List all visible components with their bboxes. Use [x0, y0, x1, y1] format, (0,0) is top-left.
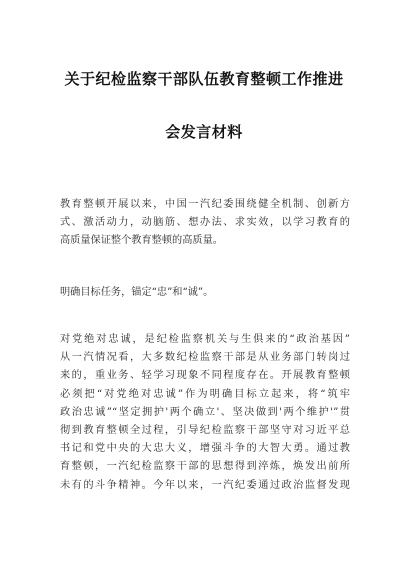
document-title-line-1: 关于纪检监察干部队伍教育整顿工作推进 — [64, 70, 344, 88]
paragraph-line: 未有的斗争精神。今年以来，一汽纪委通过政治监督发现 — [60, 479, 350, 491]
paragraph-line: 高质量保证整个教育整顿的高质量。 — [60, 235, 223, 247]
paragraph-goal — [60, 284, 350, 302]
paragraph-line: 育整顿，一汽纪检监察干部的思想得到淬炼，焕发出前所 — [60, 461, 350, 473]
paragraph-loyalty — [60, 331, 350, 495]
paragraph-line: 式、激活动力，动脑筋、想办法、求实效，以学习教育的 — [60, 217, 350, 229]
document-title-line-2: 会发言材料 — [165, 123, 243, 141]
paragraph-line: 对党绝对忠诚，是纪检监察机关与生俱来的“政治基因” — [60, 334, 350, 345]
paragraph-line: 从一汽情况看，大多数纪检监察干部是从业务部门转岗过 — [60, 352, 350, 364]
paragraph-line: 政治忠诚”“坚定拥护'两个确立'、坚决做到'两个维护'”贯 — [60, 406, 350, 418]
paragraph-line: 教育整顿开展以来，中国一汽纪委围绕健全机制、创新方 — [60, 199, 350, 210]
paragraph-line: 书记和党中央的大忠大义，增强斗争的大智大勇。通过教 — [60, 443, 350, 455]
paragraph-line: 彻到教育整顿全过程，引导纪检监察干部坚守对习近平总 — [60, 425, 350, 437]
paragraph-line: 来的，重业务、轻学习现象不同程度存在。开展教育整顿 — [60, 370, 350, 382]
paragraph-line: 明确目标任务，锚定“忠”和“诚”。 — [60, 287, 214, 298]
paragraph-intro — [60, 196, 350, 251]
paragraph-line: 必须把“对党绝对忠诚”作为明确目标立起来，将“筑牢 — [60, 388, 350, 400]
